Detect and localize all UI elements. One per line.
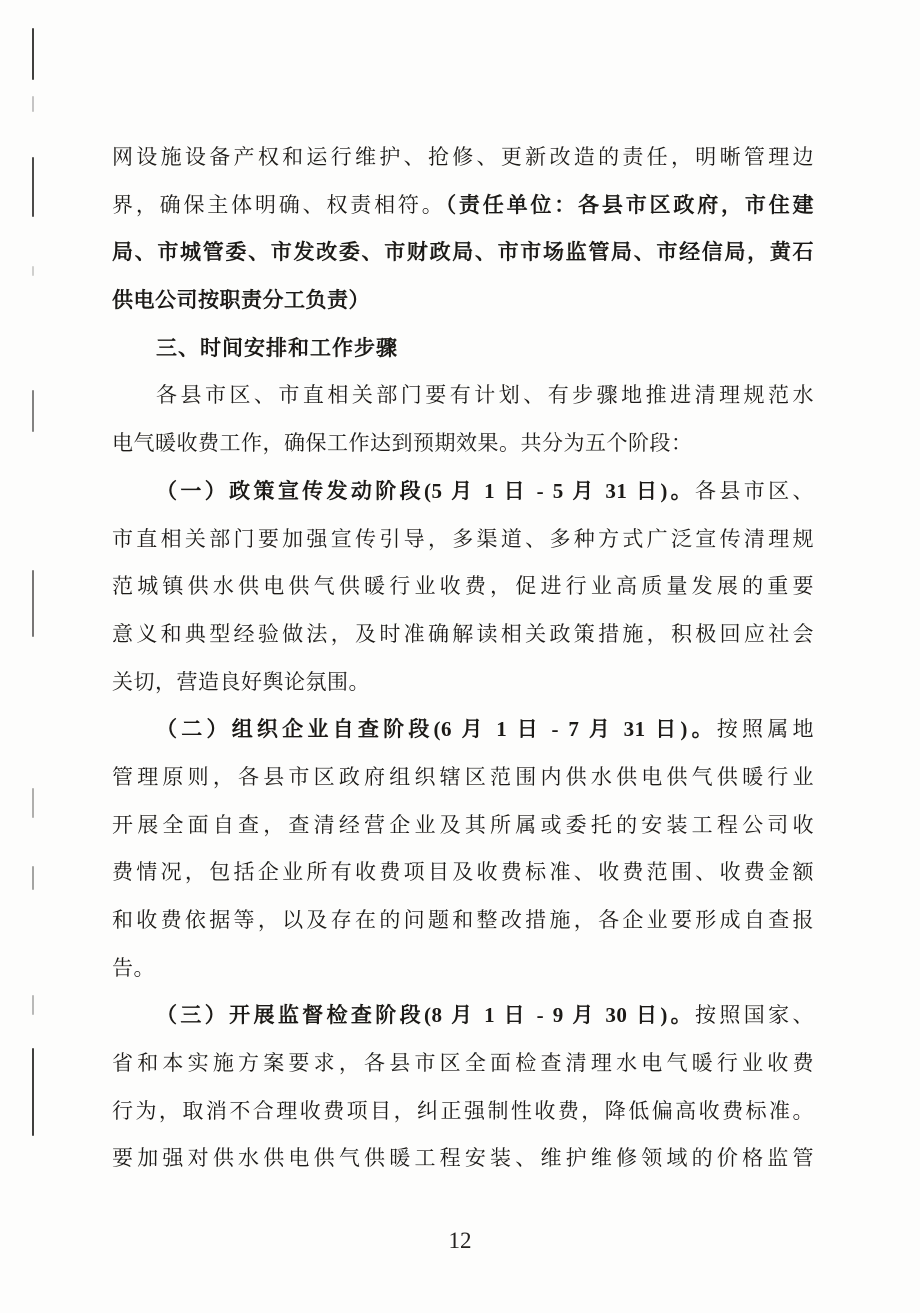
text-segment: 省和本实施方案要求，各县市区全面检查清理水电气暖行业收费 xyxy=(112,1051,814,1076)
text-line xyxy=(112,754,814,802)
text-line xyxy=(112,706,814,754)
text-line xyxy=(112,468,814,516)
text-segment: 供电公司按职责分工负责） xyxy=(112,288,370,313)
text-segment: 费情况，包括企业所有收费项目及收费标准、收费范围、收费金额 xyxy=(112,860,814,885)
text-line xyxy=(112,229,814,277)
text-segment: 电气暖收费工作，确保工作达到预期效果。共分为五个阶段： xyxy=(112,431,693,456)
text-line xyxy=(112,849,814,897)
text-segment: 按照属地 xyxy=(716,717,814,742)
text-segment: 各县市区、 xyxy=(695,478,814,503)
text-segment: （责任单位：各县市区政府，市住建 xyxy=(445,192,814,217)
text-line xyxy=(112,182,814,230)
text-line xyxy=(112,659,814,707)
text-line xyxy=(112,992,814,1040)
text-line xyxy=(112,420,814,468)
text-segment: 和收费依据等，以及存在的问题和整改措施，各企业要形成自查报 xyxy=(112,908,814,932)
text-segment: 关切，营造良好舆论氛围。 xyxy=(112,669,370,694)
scan-artifact xyxy=(32,266,34,276)
text-line xyxy=(112,1088,814,1136)
scan-artifact xyxy=(32,570,34,637)
text-line xyxy=(112,611,814,659)
text-block xyxy=(112,134,814,1183)
text-line xyxy=(112,372,814,420)
text-segment: 按照国家、 xyxy=(695,1003,814,1028)
text-line xyxy=(112,945,814,993)
page-number: 12 xyxy=(448,1228,472,1253)
text-segment: 各县市区、市直相关部门要有计划、有步骤地推进清理规范水 xyxy=(156,383,814,408)
text-line xyxy=(112,134,814,182)
scan-artifact xyxy=(32,788,34,818)
text-segment: 三、时间安排和工作步骤 xyxy=(156,335,398,360)
scan-artifact xyxy=(32,157,34,217)
text-segment: 范城镇供水供电供气供暖行业收费，促进行业高质量发展的重要 xyxy=(112,574,814,599)
text-line xyxy=(112,897,814,945)
text-line xyxy=(112,516,814,564)
text-line xyxy=(112,1135,814,1183)
text-segment: 界，确保主体明确、权责相符。 xyxy=(112,192,446,217)
text-segment: 管理原则，各县市区政府组织辖区范围内供水供电供气供暖行业 xyxy=(112,764,814,789)
text-segment: （三）开展监督检查阶段(8 月 1 日 - 9 月 30 日)。 xyxy=(156,1003,696,1028)
text-segment: 市直相关部门要加强宣传引导，多渠道、多种方式广泛宣传清理规 xyxy=(112,526,814,551)
scan-artifact xyxy=(32,995,34,1015)
text-segment: （二）组织企业自查阶段(6 月 1 日 - 7 月 31 日)。 xyxy=(156,717,717,742)
scan-artifact xyxy=(32,1048,34,1136)
scan-artifact xyxy=(32,96,34,112)
section-heading xyxy=(112,325,814,373)
text-segment: 行为，取消不合理收费项目，纠正强制性收费，降低偏高收费标准。 xyxy=(112,1098,814,1123)
text-segment: 网设施设备产权和运行维护、抢修、更新改造的责任，明晰管理边 xyxy=(112,145,814,169)
scan-artifact xyxy=(32,390,34,432)
scan-artifact xyxy=(32,866,34,890)
text-segment: 要加强对供水供电供气供暖工程安装、维护维修领域的价格监管 xyxy=(112,1146,814,1171)
text-line xyxy=(112,563,814,611)
scan-artifact xyxy=(32,28,34,80)
text-line xyxy=(112,277,814,325)
text-segment: 开展全面自查，查清经营企业及其所属或委托的安装工程公司收 xyxy=(112,812,814,837)
text-segment: 意义和典型经验做法，及时准确解读相关政策措施，积极回应社会 xyxy=(112,621,814,646)
text-segment: 局、市城管委、市发改委、市财政局、市市场监管局、市经信局，黄石 xyxy=(112,240,814,265)
text-segment: 告。 xyxy=(112,955,155,980)
text-line xyxy=(112,802,814,850)
text-segment: （一）政策宣传发动阶段(5 月 1 日 - 5 月 31 日)。 xyxy=(156,478,696,503)
text-line xyxy=(112,1040,814,1088)
